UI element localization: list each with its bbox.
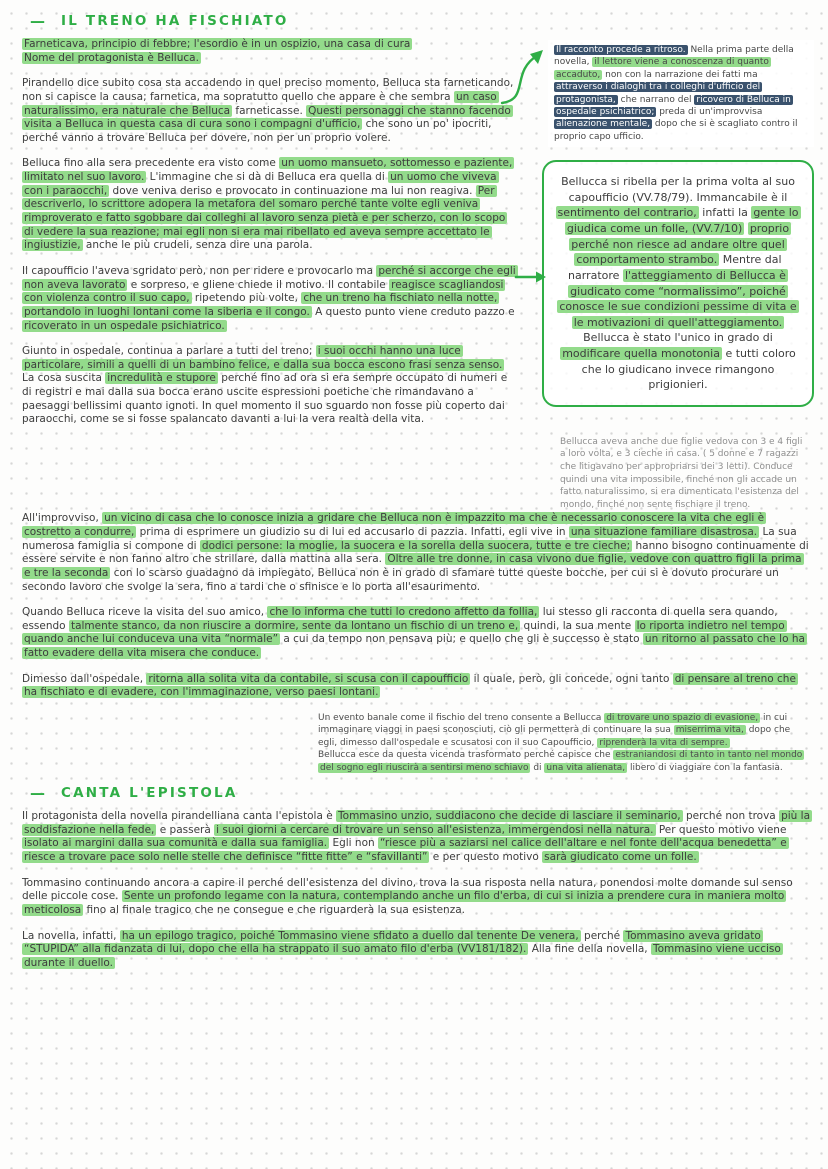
- sidebar-green-box-ribellione: Bellucca si ribella per la prima volta al suo capoufficio (VV.78/79). Immancabile è il sentimento del contrario, infatti la gente lo giudica come un folle, (VV.7/10) proprio perché non riesce ad andare oltre quel comportamento strambo. Mentre dal narratore l'atteggiamento di Bellucca è giudicato come “normalissimo”, poiché conosce le sue condizioni pessime di vita e le motivazioni di quell'atteggiamento. Bellucca è stato l'unico in grado di modificare quella monotonia e tutti coloro che lo giudicano invece rimangono prigionieri.: [542, 160, 814, 407]
- paragraph-incipit: Farneticava, principio di febbre; l'esordio è in un ospizio, una casa di cura Nome del protagonista è Belluca.: [24, 38, 411, 64]
- right-arrow-icon: [514, 270, 548, 284]
- curved-arrow-icon: [497, 44, 551, 108]
- paragraph-dimesso: Dimesso dall'ospedale, ritorna alla solita vita da contabile, si scusa con il capoufficio il quale, però, gli concede, ogni tanto di pensare al treno che ha fischiato e di evadere, con l'immaginazione, verso paesi lontani.: [22, 672, 796, 699]
- section2-text: [22, 810, 810, 970]
- heading-dash: —: [30, 12, 45, 30]
- paragraph-vicino-di-casa: All'improvviso, un vicino di casa che lo conosce inizia a gridare che Belluca non è impazzito ma che è necessario conoscere la vita che egli è costretto a condurre, prima di esprimere un giudizio su di lui ed accusarlo di pazzia. Infatti, egli vive in una situazione familiare disastrosa. La sua numerosa famiglia si compone di dodici persone: la moglie, la suocera e la sorella della suocera, tutte e tre cieche; hanno bisogno continuamente di essere servite e non fanno altro che strillare, dalla mattina alla sera. Oltre alle tre donne, in casa vivono due figlie, vedove con quattro figli la prima e tre la seconda con lo scarso guadagno da impiegato, Belluca non è in grado di sfamare tutte queste bocche, per cui si è dovuto procurare un secondo lavoro che svolge la sera, fino a tardi che o sfinisce e lo porta all'esaurimento.: [22, 512, 809, 593]
- paragraph-natura: Tommasino continuando ancora a capire il perché dell'esistenza del divino, trova la sua risposta nella natura, ponendosi molte domande sul senso delle piccole cose. Sente un profondo legame con la natura, contemplando anche un filo d'erba, di cui si inizia a prendere cura in maniera molto meticolosa fino al finale tragico che ne consegue e che riguarderà la sua esistenza.: [22, 876, 793, 916]
- section-title-canta-epistola: [30, 784, 810, 802]
- paragraph-ospedale: Giunto in ospedale, continua a parlare a tutti del treno; i suoi occhi hanno una luce particolare, simili a quelli di un bambino felice, e dalla sua bocca escono frasi senza senso. La cosa suscita incredulità e stupore perché fino ad ora si era sempre occupato di numeri e di registri e mai dalla sua bocca erano uscite espressioni poetiche che rimandavano a paesaggi bellissimi quanto ignoti. In quel momento il suo sguardo non fosse più coperto dai paraocchi, come se si fosse spalancato davanti a lui la vera realtà della vita.: [22, 345, 508, 426]
- main-text-column: [22, 38, 518, 439]
- heading-text: IL TRENO HA FISCHIATO: [61, 13, 289, 29]
- paragraph-capoufficio: Il capoufficio l'aveva sgridato però, non per ridere e provocarlo ma perché si accorge che egli non aveva lavorato e sorpreso, e gliene chiede il motivo. Il contabile reagisce scagliandosi con violenza contro il suo capo, ripetendo più volte, che un treno ha fischiato nella notte, portandolo in luoghi lontani come la siberia e il congo. A questo punto viene creduto pazzo e ricoverato in un ospedale psichiatrico.: [22, 264, 516, 332]
- sidebar-note-famiglia: Bellucca aveva anche due figlie vedova con 3 e 4 figli a loro volta, e 3 cieche in casa. ( 5 donne e 7 ragazzi che litigavano per appropriarsi dei 3 letti). Conduce quindi una vita impossibile, finché non gli accade un fatto naturalissimo, si era dimenticato l'esistenza del mondo, finché non sente fischiare il treno.: [560, 436, 803, 510]
- heading-dash: —: [30, 784, 45, 803]
- two-column-layout: [22, 38, 810, 511]
- paragraph-visita-amico: Quando Belluca riceve la visita del suo amico, che lo informa che tutti lo credono affetto da follia, lui stesso gli racconta di quella sera quando, essendo talmente stanco, da non riuscire a dormire, sente da lontano un fischio di un treno e, quindi, la sua mente lo riporta indietro nel tempo quando anche lui conduceva una vita “normale” a cui da tempo non pensava più; e quello che gli è successo è stato un ritorno al passato che lo ha fatto evadere della vita misera che conduce.: [22, 606, 805, 660]
- paragraph-somaro: Belluca fino alla sera precedente era visto come un uomo mansueto, sottomesso e paziente, limitato nel suo lavoro. L'immagine che si dà di Belluca era quella di un uomo che viveva con i paraocchi, dove veniva deriso e provocato in continuazione ma lui non reagiva. Per descriverlo, lo scrittore adopera la metafora del somaro perché tante volte egli veniva rimproverato e fatto sgobbare dai colleghi al lavoro senza pietà e per scherzo, con lo scopo di vedere la sua reazione; mai egli non si era mai ribellato ed aveva sempre accettato le ingiustizie, anche le più crudeli, senza dire una parola.: [22, 157, 513, 252]
- heading-text: CANTA L'EPISTOLA: [61, 785, 238, 802]
- sidebar-note-narrazione: Il racconto procede a ritroso. Nella prima parte della novella, il lettore viene a conoscenza di quanto accaduto, non con la narrazione dei fatti ma attraverso i dialoghi tra i colleghi d'ufficio del protagonista, che narrano del ricovero di Belluca in ospedale psichiatrico; preda di un'improvvisa alienazione mentale, dopo che si è scagliato contro il proprio capo ufficio.: [548, 40, 814, 147]
- paragraph-tommasino-intro: Il protagonista della novella pirandelliana canta l'epistola è Tommasino unzio, suddiacono che decide di lasciare il seminario, perché non trova più la soddisfazione nella fede, e passerà i suoi giorni a cercare di trovare un senso all'esistenza, immergendosi nella natura. Per questo motivo viene isolato ai margini dalla sua comunità e dalla sua famiglia. Egli non “riesce più a saziarsi nel calice dell'altare e nel fonte dell'acqua benedetta” e riesce a trovare pace solo nelle stelle che definisce “fitte fitte” e “sfavillanti” e per questo motivo sarà giudicato come un folle.: [22, 810, 811, 863]
- note-evasione: Un evento banale come il fischio del treno consente a Bellucca di trovare uno spazio di evasione, in cui immaginare viaggi in paesi sconosciuti, ciò gli permetterà di continuare la sua miserrima vita, dopo che egli, dimesso dall'ospedale e scusatosi con il suo Capoufficio, riprenderà la vita di sempre. Bellucca esce da questa vicenda trasformato perché capisce che estraniandosi di tanto in tanto nel mondo del sogno egli riuscirà a sentirsi meno schiavo di una vita alienata, libero di viaggiare con la fantasia.: [318, 713, 803, 773]
- sidebar-column: [548, 40, 814, 511]
- section-title-il-treno: [30, 12, 810, 30]
- paragraph-naturalissimo: Pirandello dice subito cosa sta accadendo in quel preciso momento, Belluca sta farneticando, non si capisce la causa; farnetica, ma sopratutto quello che appare è che sembra un caso naturalissimo, era naturale che Belluca farneticasse. Questi personaggi che stanno facendo visita a Belluca in questa casa di cura sono i compagni d'ufficio, che sono un po' ipocriti, perché vanno a trovare Belluca per dovere, non per un proprio volere.: [22, 77, 514, 144]
- full-width-text: [22, 512, 810, 700]
- paragraph-epilogo: La novella, infatti, ha un epilogo tragico, poiché Tommasino viene sfidato a duello dal tenente De venera, perché Tommasino aveva gridato “STUPIDA” alla fidanzata di lui, dopo che ella ha strappato il suo amato filo d'erba (VV181/182). Alla fine della novella, Tommasino viene ucciso durante il duello.: [22, 929, 781, 969]
